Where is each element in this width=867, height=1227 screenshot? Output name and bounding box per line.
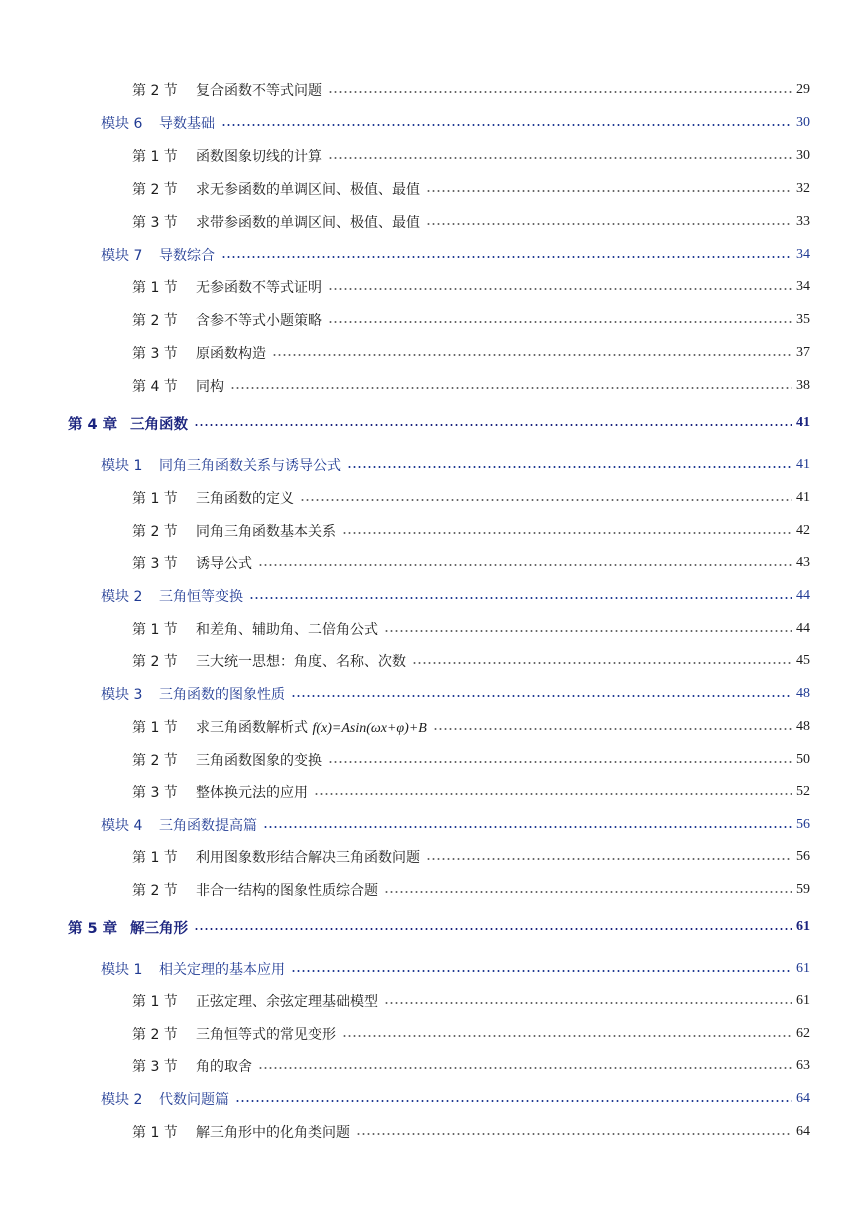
toc-module-row[interactable] bbox=[0, 584, 867, 608]
toc-section-label: 第 1 节 bbox=[132, 994, 178, 1010]
toc-page-number: 59 bbox=[796, 882, 810, 897]
toc-section-label: 第 3 节 bbox=[132, 556, 178, 572]
toc-section-label: 第 2 节 bbox=[132, 654, 178, 670]
toc-module-label: 模块 2 bbox=[101, 1092, 143, 1108]
dot-leader bbox=[328, 91, 792, 93]
toc-module-label: 模块 3 bbox=[101, 687, 143, 703]
toc-title-text: 相关定理的基本应用 bbox=[159, 962, 285, 978]
toc-section-label: 第 1 节 bbox=[132, 850, 178, 866]
toc-page-number: 41 bbox=[796, 490, 810, 505]
dot-leader bbox=[328, 157, 792, 159]
dot-leader bbox=[272, 354, 792, 356]
toc-page-number: 30 bbox=[796, 148, 810, 163]
dot-leader bbox=[258, 564, 792, 566]
dot-leader bbox=[426, 190, 792, 192]
toc-title-text: 求带参函数的单调区间、极值、最值 bbox=[196, 215, 420, 231]
toc-chapter-label: 第 5 章 bbox=[68, 920, 118, 937]
dot-leader bbox=[291, 695, 792, 697]
dot-leader bbox=[194, 928, 792, 930]
toc-title-text: 三角恒等变换 bbox=[159, 589, 243, 605]
toc-section-row[interactable] bbox=[0, 341, 867, 365]
toc-title-text: 解三角形中的化角类问题 bbox=[196, 1125, 350, 1141]
toc-page-number: 61 bbox=[796, 919, 810, 934]
dot-leader bbox=[258, 1067, 792, 1069]
toc-section-title bbox=[196, 343, 266, 363]
toc-title-text: 导数综合 bbox=[159, 248, 215, 264]
toc-page-number: 50 bbox=[796, 752, 810, 767]
toc-module-row[interactable] bbox=[0, 111, 867, 135]
dot-leader bbox=[426, 858, 792, 860]
toc-module-title bbox=[159, 815, 257, 835]
toc-page-number: 42 bbox=[796, 523, 810, 538]
toc-section-title bbox=[196, 376, 224, 396]
toc-title-text: 三大统一思想：角度、名称、次数 bbox=[196, 654, 406, 670]
toc-page-number: 56 bbox=[796, 817, 810, 832]
toc-section-title bbox=[196, 488, 294, 508]
toc-title-text: 复合函数不等式问题 bbox=[196, 83, 322, 99]
toc-page-number: 45 bbox=[796, 653, 810, 668]
toc-section-label: 第 2 节 bbox=[132, 753, 178, 769]
toc-module-row[interactable] bbox=[0, 682, 867, 706]
toc-section-title bbox=[196, 310, 322, 330]
toc-chapter-title bbox=[130, 413, 188, 434]
toc-section-label: 第 4 节 bbox=[132, 379, 178, 395]
toc-module-label: 模块 1 bbox=[101, 962, 143, 978]
toc-title-text: 同角三角函数基本关系 bbox=[196, 524, 336, 540]
toc-page-number: 34 bbox=[796, 247, 810, 262]
toc-title-text: 导数基础 bbox=[159, 116, 215, 132]
dot-leader bbox=[235, 1100, 792, 1102]
toc-section-label: 第 3 节 bbox=[132, 1059, 178, 1075]
toc-section-title bbox=[196, 991, 378, 1011]
toc-page-number: 30 bbox=[796, 115, 810, 130]
toc-section-title bbox=[196, 1122, 350, 1142]
dot-leader bbox=[249, 597, 792, 599]
toc-module-label: 模块 4 bbox=[101, 818, 143, 834]
toc-section-label: 第 1 节 bbox=[132, 491, 178, 507]
toc-page-number: 61 bbox=[796, 993, 810, 1008]
toc-section-title bbox=[196, 146, 322, 166]
toc-title-text: 三角函数 bbox=[130, 416, 188, 433]
toc-title-text: 整体换元法的应用 bbox=[196, 785, 308, 801]
toc-page-number: 35 bbox=[796, 312, 810, 327]
toc-section-title bbox=[196, 277, 322, 297]
dot-leader bbox=[347, 466, 792, 468]
toc-section-row[interactable] bbox=[0, 1022, 867, 1046]
toc-chapter-label: 第 4 章 bbox=[68, 416, 118, 433]
toc-section-label: 第 2 节 bbox=[132, 883, 178, 899]
dot-leader bbox=[300, 499, 792, 501]
toc-section-row[interactable] bbox=[0, 649, 867, 673]
toc-section-title bbox=[196, 717, 427, 737]
toc-page-number: 62 bbox=[796, 1026, 810, 1041]
toc-section-row[interactable] bbox=[0, 78, 867, 102]
toc-section-row[interactable] bbox=[0, 144, 867, 168]
toc-title-text: 原函数构造 bbox=[196, 346, 266, 362]
toc-title-text: 无参函数不等式证明 bbox=[196, 280, 322, 296]
toc-page-number: 52 bbox=[796, 784, 810, 799]
toc-section-label: 第 2 节 bbox=[132, 1027, 178, 1043]
toc-module-label: 模块 7 bbox=[101, 248, 143, 264]
toc-title-text: 函数图象切线的计算 bbox=[196, 149, 322, 165]
toc-page-number: 48 bbox=[796, 719, 810, 734]
toc-section-title bbox=[196, 521, 336, 541]
toc-page-number: 33 bbox=[796, 214, 810, 229]
toc-title-text: 非合一结构的图象性质综合题 bbox=[196, 883, 378, 899]
toc-title-formula: f(x)=Asin(ωx+φ)+B bbox=[312, 721, 427, 736]
toc-section-row[interactable] bbox=[0, 1054, 867, 1078]
toc-title-text: 利用图象数形结合解决三角函数问题 bbox=[196, 850, 420, 866]
toc-section-row[interactable] bbox=[0, 617, 867, 641]
toc-title-text: 正弦定理、余弦定理基础模型 bbox=[196, 994, 378, 1010]
dot-leader bbox=[328, 761, 792, 763]
dot-leader bbox=[412, 662, 792, 664]
toc-title-text: 三角函数提高篇 bbox=[159, 818, 257, 834]
toc-page-number: 48 bbox=[796, 686, 810, 701]
toc-section-row[interactable] bbox=[0, 308, 867, 332]
toc-module-row[interactable] bbox=[0, 957, 867, 981]
toc-section-title bbox=[196, 880, 378, 900]
toc-section-label: 第 1 节 bbox=[132, 149, 178, 165]
toc-section-row[interactable] bbox=[0, 374, 867, 398]
toc-page-number: 63 bbox=[796, 1058, 810, 1073]
toc-title-text: 同角三角函数关系与诱导公式 bbox=[159, 458, 341, 474]
toc-page-number: 64 bbox=[796, 1091, 810, 1106]
dot-leader bbox=[230, 387, 792, 389]
toc-chapter-row[interactable] bbox=[0, 915, 867, 939]
toc-module-row[interactable] bbox=[0, 243, 867, 267]
dot-leader bbox=[328, 321, 792, 323]
toc-title-text: 同构 bbox=[196, 379, 224, 395]
toc-section-row[interactable] bbox=[0, 989, 867, 1013]
dot-leader bbox=[384, 891, 792, 893]
toc-module-label: 模块 6 bbox=[101, 116, 143, 132]
toc-section-label: 第 2 节 bbox=[132, 313, 178, 329]
toc-section-title bbox=[196, 212, 420, 232]
toc-title-text: 三角恒等式的常见变形 bbox=[196, 1027, 336, 1043]
toc-section-row[interactable] bbox=[0, 519, 867, 543]
toc-section-title bbox=[196, 651, 406, 671]
toc-page-number: 34 bbox=[796, 279, 810, 294]
toc-section-title bbox=[196, 782, 308, 802]
toc-section-label: 第 3 节 bbox=[132, 346, 178, 362]
dot-leader bbox=[263, 826, 792, 828]
toc-module-title bbox=[159, 113, 215, 133]
toc-section-row[interactable] bbox=[0, 275, 867, 299]
toc-section-label: 第 2 节 bbox=[132, 182, 178, 198]
toc-page-number: 56 bbox=[796, 849, 810, 864]
dot-leader bbox=[384, 1002, 792, 1004]
toc-title-text: 求无参函数的单调区间、极值、最值 bbox=[196, 182, 420, 198]
toc-page-number: 61 bbox=[796, 961, 810, 976]
toc-module-label: 模块 2 bbox=[101, 589, 143, 605]
dot-leader bbox=[221, 124, 792, 126]
toc-section-row[interactable] bbox=[0, 1120, 867, 1144]
dot-leader bbox=[194, 424, 792, 426]
toc-section-title bbox=[196, 1056, 252, 1076]
toc-section-row[interactable] bbox=[0, 210, 867, 234]
dot-leader bbox=[426, 223, 792, 225]
toc-module-label: 模块 1 bbox=[101, 458, 143, 474]
toc-title-text: 角的取舍 bbox=[196, 1059, 252, 1075]
toc-section-label: 第 3 节 bbox=[132, 215, 178, 231]
toc-section-label: 第 1 节 bbox=[132, 280, 178, 296]
toc-module-row[interactable] bbox=[0, 1087, 867, 1111]
toc-chapter-title bbox=[130, 917, 188, 938]
toc-page-number: 32 bbox=[796, 181, 810, 196]
toc-section-label: 第 2 节 bbox=[132, 83, 178, 99]
toc-section-label: 第 1 节 bbox=[132, 622, 178, 638]
toc-title-text: 三角函数的定义 bbox=[196, 491, 294, 507]
toc-section-row[interactable] bbox=[0, 845, 867, 869]
dot-leader bbox=[342, 532, 792, 534]
toc-section-row[interactable] bbox=[0, 715, 867, 739]
toc-page-number: 41 bbox=[796, 415, 810, 430]
toc-section-row[interactable] bbox=[0, 486, 867, 510]
toc-title-text: 解三角形 bbox=[130, 920, 188, 937]
dot-leader bbox=[328, 288, 792, 290]
toc-section-title bbox=[196, 750, 322, 770]
dot-leader bbox=[356, 1133, 792, 1135]
toc-title-text: 诱导公式 bbox=[196, 556, 252, 572]
toc-module-title bbox=[159, 245, 215, 265]
toc-section-row[interactable] bbox=[0, 177, 867, 201]
toc-title-text: 三角函数图象的变换 bbox=[196, 753, 322, 769]
toc-section-title bbox=[196, 619, 378, 639]
toc-section-row[interactable] bbox=[0, 748, 867, 772]
dot-leader bbox=[291, 970, 792, 972]
toc-module-title bbox=[159, 959, 285, 979]
toc-title-text: 和差角、辅助角、二倍角公式 bbox=[196, 622, 378, 638]
toc-section-label: 第 1 节 bbox=[132, 720, 178, 736]
toc-module-title bbox=[159, 1089, 229, 1109]
toc-title-text: 三角函数的图象性质 bbox=[159, 687, 285, 703]
toc-section-title bbox=[196, 1024, 336, 1044]
toc-page-number: 29 bbox=[796, 82, 810, 97]
toc-section-title bbox=[196, 80, 322, 100]
toc-section-title bbox=[196, 553, 252, 573]
toc-module-row[interactable] bbox=[0, 453, 867, 477]
toc-title-text: 代数问题篇 bbox=[159, 1092, 229, 1108]
toc-chapter-row[interactable] bbox=[0, 411, 867, 435]
toc-section-row[interactable] bbox=[0, 878, 867, 902]
dot-leader bbox=[384, 630, 792, 632]
toc-title-text: 含参不等式小题策略 bbox=[196, 313, 322, 329]
toc-section-row[interactable] bbox=[0, 551, 867, 575]
toc-title-text: 求三角函数解析式 bbox=[196, 720, 313, 736]
toc-page-number: 44 bbox=[796, 621, 810, 636]
toc-section-label: 第 2 节 bbox=[132, 524, 178, 540]
toc-page-number: 38 bbox=[796, 378, 810, 393]
dot-leader bbox=[342, 1035, 792, 1037]
toc-page-number: 64 bbox=[796, 1124, 810, 1139]
toc-page-number: 44 bbox=[796, 588, 810, 603]
dot-leader bbox=[433, 728, 792, 730]
toc-page-number: 37 bbox=[796, 345, 810, 360]
toc-section-title bbox=[196, 847, 420, 867]
toc-section-title bbox=[196, 179, 420, 199]
toc-module-title bbox=[159, 684, 285, 704]
toc-section-label: 第 1 节 bbox=[132, 1125, 178, 1141]
toc-page-number: 41 bbox=[796, 457, 810, 472]
dot-leader bbox=[221, 256, 792, 258]
toc-section-label: 第 3 节 bbox=[132, 785, 178, 801]
toc-section-row[interactable] bbox=[0, 780, 867, 804]
toc-page-number: 43 bbox=[796, 555, 810, 570]
dot-leader bbox=[314, 793, 792, 795]
toc-module-row[interactable] bbox=[0, 813, 867, 837]
toc-module-title bbox=[159, 455, 341, 475]
toc-module-title bbox=[159, 586, 243, 606]
